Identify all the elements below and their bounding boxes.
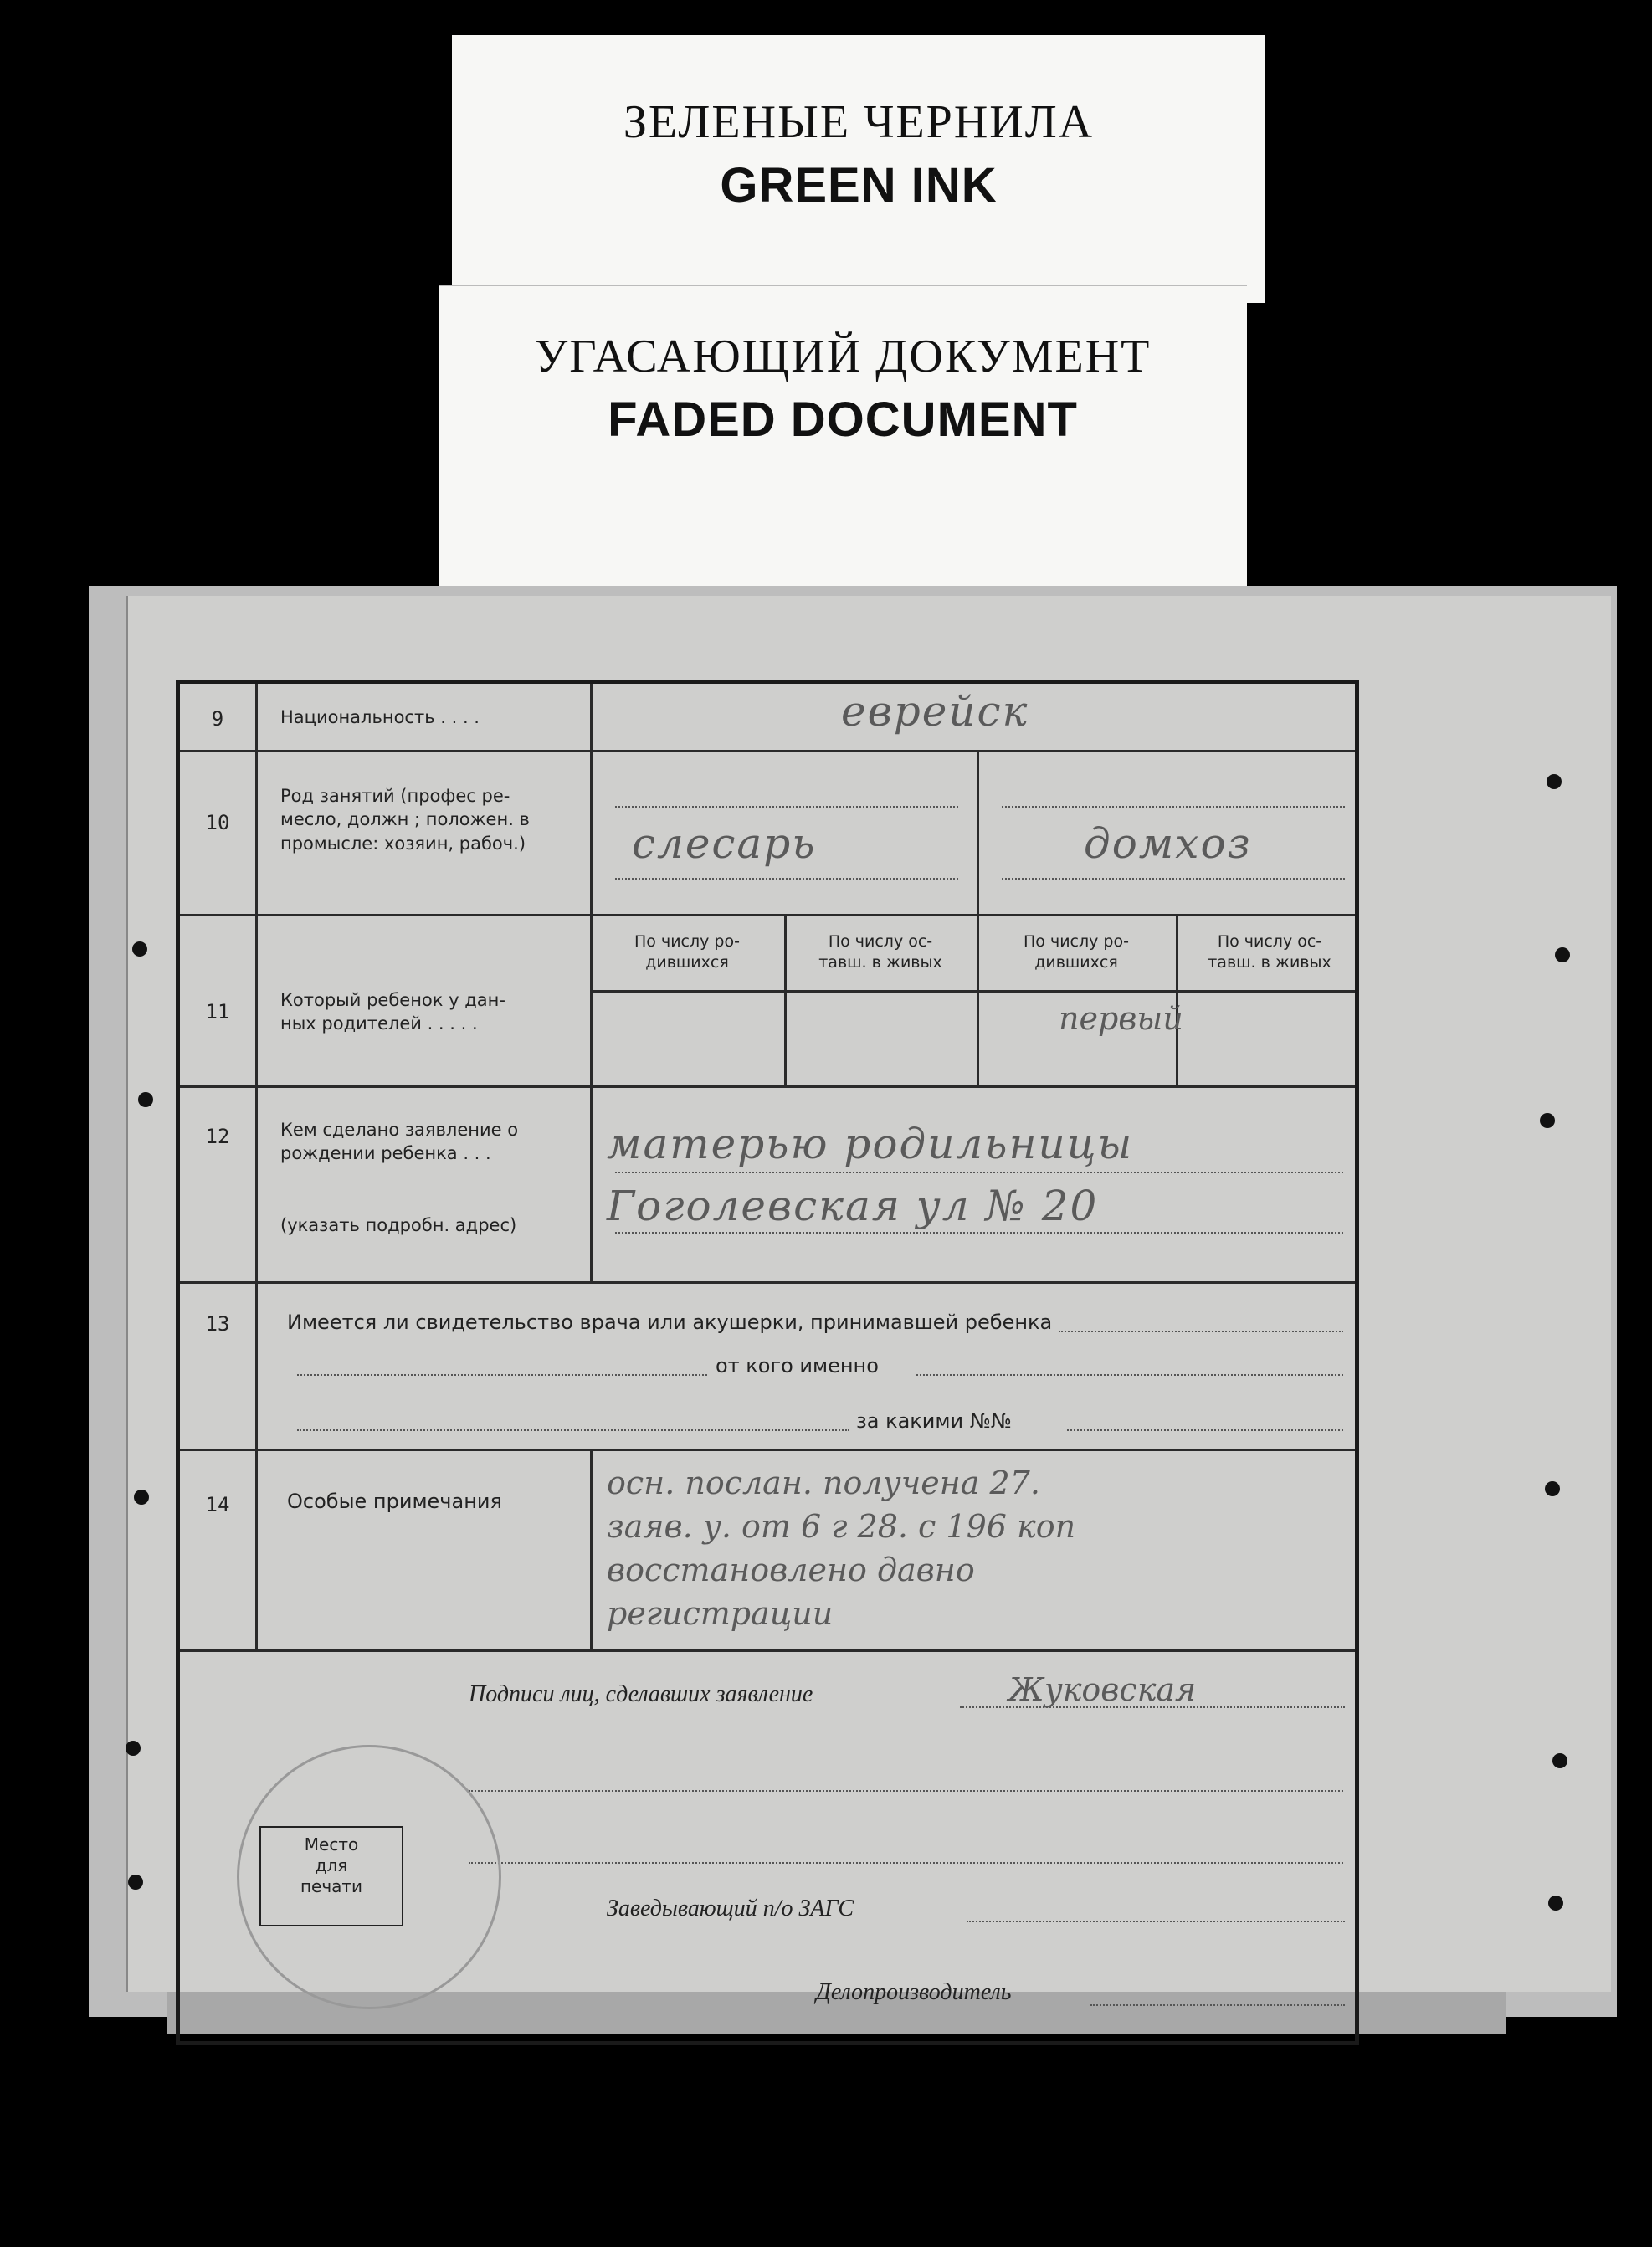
certificate-question: Имеется ли свидетельство врача или акушерки, принимавшей ребенка: [287, 1311, 1053, 1334]
certificate-numbers: за какими №№: [856, 1409, 1012, 1433]
punch-hole: [132, 941, 147, 957]
faded-document-en: FADED DOCUMENT: [608, 392, 1078, 447]
certificate-from-whom: от кого именно: [716, 1354, 879, 1377]
occupation-mother: домхоз: [1084, 819, 1252, 868]
punch-hole: [1555, 947, 1570, 962]
special-notes-line: осн. послан. полученa 27.: [607, 1465, 1040, 1501]
row-number: 14: [205, 1493, 230, 1516]
special-notes-label: Особые примечания: [287, 1490, 502, 1513]
special-notes-line: заяв. у. от 6 г 28. с 196 коп: [607, 1508, 1076, 1545]
col-alive-2: По числу ос- тавш. в живых: [1208, 932, 1331, 972]
special-notes-line: регистрации: [607, 1595, 834, 1632]
stamp-place-box: Место для печати: [259, 1826, 403, 1926]
nationality-value: еврейск: [841, 687, 1029, 736]
punch-hole: [1548, 1896, 1563, 1911]
green-ink-ru: ЗЕЛЕНЫЕ ЧЕРНИЛА: [623, 96, 1095, 148]
punch-hole: [1547, 774, 1562, 789]
zags-head-label: Заведывающий п/о ЗАГС: [607, 1896, 854, 1921]
row-special-notes: [180, 1451, 1355, 1652]
punch-hole: [138, 1092, 153, 1107]
applicants-label: Подписи лиц, сделавших заявление: [469, 1681, 813, 1707]
row-doctor-certificate: [180, 1284, 1355, 1451]
child-order-value: первый: [1059, 1000, 1183, 1037]
declarant-address-value: Гоголевская ул № 20: [607, 1182, 1099, 1230]
row-nationality: [180, 684, 1355, 752]
child-order-label: Который ребенок у дан- ных родителей . . . . .: [280, 990, 505, 1034]
occupation-label: Род занятий (профес ре- месло, должн ; положен. в промысле: хозяин, рабоч.): [280, 786, 530, 854]
row-child-order: [180, 916, 1355, 1088]
row-number: 9: [211, 707, 224, 731]
punch-hole: [134, 1490, 149, 1505]
punch-hole: [1540, 1113, 1555, 1128]
occupation-father: слесарь: [632, 819, 817, 868]
col-alive-1: По числу ос- тавш. в живых: [818, 932, 942, 972]
special-notes-line: восстановлено давно: [607, 1552, 975, 1588]
nationality-label: Национальность . . . .: [280, 707, 480, 727]
row-number: 12: [205, 1125, 230, 1148]
green-ink-label: [452, 35, 1265, 303]
punch-hole: [126, 1741, 141, 1756]
row-number: 13: [205, 1312, 230, 1336]
row-occupation: [180, 752, 1355, 916]
row-number: 10: [205, 811, 230, 834]
punch-hole: [1545, 1481, 1560, 1496]
punch-hole: [128, 1875, 143, 1890]
punch-hole: [1552, 1753, 1567, 1768]
col-born-1: По числу ро- дившихся: [634, 932, 740, 972]
declarant-value: матерью родильницы: [607, 1120, 1134, 1168]
green-ink-en: GREEN INK: [720, 158, 998, 213]
faded-document-ru: УГАСАЮЩИЙ ДОКУМЕНТ: [534, 331, 1152, 382]
declarant-address-label: (указать подробн. адрес): [280, 1215, 517, 1235]
clerk-label: Делопроизводитель: [816, 1979, 1012, 2005]
applicant-signature: Жуковская: [1008, 1671, 1197, 1708]
declarant-label: Кем сделано заявление о рождении ребенка . . .: [280, 1120, 519, 1164]
row-declarant: [180, 1088, 1355, 1284]
faded-document-label: [439, 285, 1247, 598]
row-number: 11: [205, 1000, 230, 1023]
col-born-2: По числу ро- дившихся: [1024, 932, 1129, 972]
